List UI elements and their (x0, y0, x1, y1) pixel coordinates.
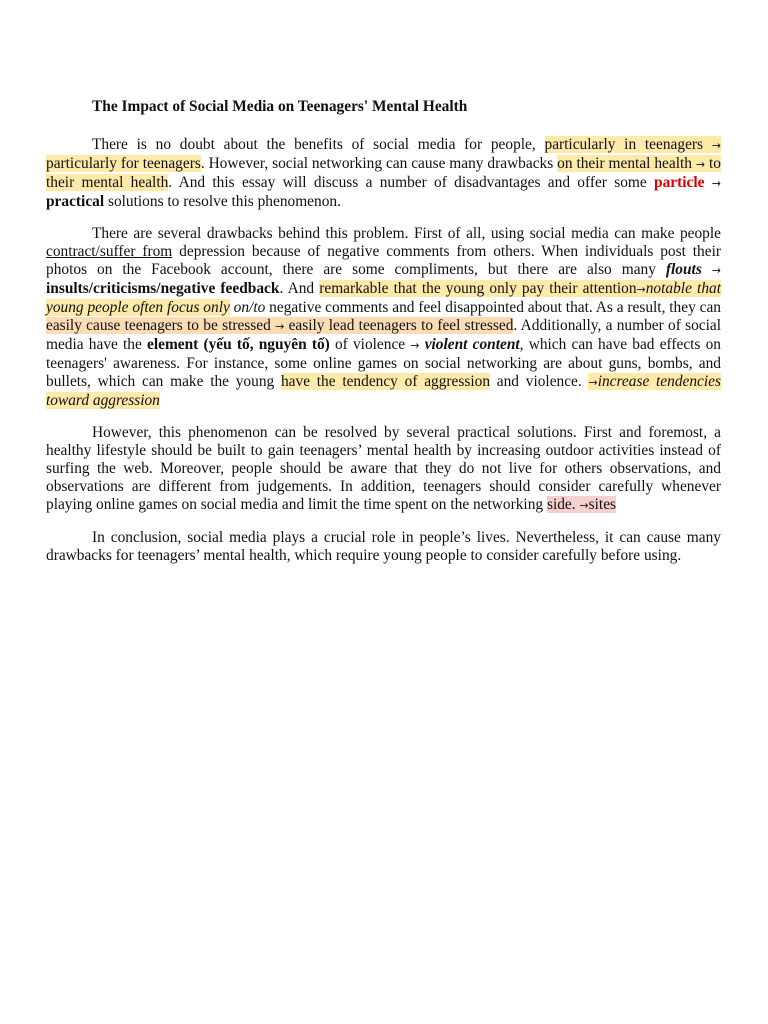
text-run: depression because of negative comments from others. When individuals post their photos on the Facebook account, there are some compliments, but there are also many (46, 243, 721, 278)
highlight-phrase: have the tendency of aggression (280, 373, 491, 390)
highlight-correction: particularly in teenagers → particularly for teenagers (46, 136, 721, 172)
highlight-correction: side. →sites (546, 496, 617, 513)
correction-word: practical (46, 193, 105, 210)
text-run: . And (279, 280, 320, 297)
correction-word: insults/criticisms/negative feedback (46, 280, 280, 297)
text-run: There are several drawbacks behind this problem. First of all, using social media can make people (92, 225, 721, 242)
arrow-icon: → (711, 264, 721, 277)
underlined-phrase: contract/suffer from (46, 243, 173, 260)
paragraph-intro (46, 136, 721, 211)
arrow-icon: → (410, 339, 420, 352)
highlight-correction: on their mental health → to their mental health (46, 155, 721, 191)
arrow-icon: → (695, 158, 706, 171)
vocabulary-note: element (yếu tố, nguyên tố) (147, 336, 330, 353)
correction-word: violent content (424, 336, 520, 353)
document-title: The Impact of Social Media on Teenagers' Mental Health (92, 98, 468, 115)
paragraph-conclusion (46, 529, 721, 565)
highlight-correction: remarkable that the young only pay their attention→notable that young people often focus only (46, 280, 721, 316)
text-run: . And this essay will discuss a number of disadvantages and offer some (168, 174, 655, 191)
arrow-icon: → (711, 139, 721, 152)
paragraph-solutions (46, 424, 721, 515)
highlight-correction: →increase tendencies toward aggression (46, 373, 721, 409)
arrow-icon: → (636, 283, 646, 296)
text-run: . However, social networking can cause many drawbacks (200, 155, 558, 172)
arrow-icon: → (275, 320, 285, 333)
error-word: particle (654, 174, 705, 191)
text-run: . Additionally, a number of social media have the (46, 317, 721, 353)
highlight-correction: easily cause teenagers to be stressed → easily lead teenagers to feel stressed (46, 317, 514, 334)
text-run: In conclusion, social media plays a crucial role in people’s lives. Nevertheless, it can cause many drawbacks for teenagers’ mental health, which require young people to consider carefully before using. (46, 529, 721, 564)
arrow-icon: → (588, 376, 598, 389)
text-run: and violence. (490, 373, 589, 390)
text-run: solutions to resolve this phenomenon. (104, 193, 341, 210)
paragraph-drawbacks (46, 225, 721, 410)
error-word: flouts (665, 261, 702, 278)
text-run: However, this phenomenon can be resolved by several practical solutions. First and foremost, a healthy lifestyle should be built to gain teenagers’ mental health by increasing outdoor activities instead of surfing the web. Moreover, people should be aware that they do not live for others observations, and observations are different from judgements. In addition, teenagers should consider carefully whenever playing online games on social media and limit the time spent on the networking (46, 424, 721, 513)
text-run: , which can have bad effects on teenagers' awareness. For instance, some online games on social networking are about guns, bombs, and bullets, which can make the young (46, 336, 721, 390)
arrow-icon: → (579, 499, 589, 512)
text-run: There is no doubt about the benefits of social media for people, (92, 136, 545, 153)
text-run: of violence (329, 336, 411, 353)
correction-phrase: on/to (229, 299, 266, 316)
text-run: negative comments and feel disappointed about that. As a result, they can (265, 299, 721, 316)
arrow-icon: → (711, 177, 721, 190)
document-page (46, 98, 721, 579)
